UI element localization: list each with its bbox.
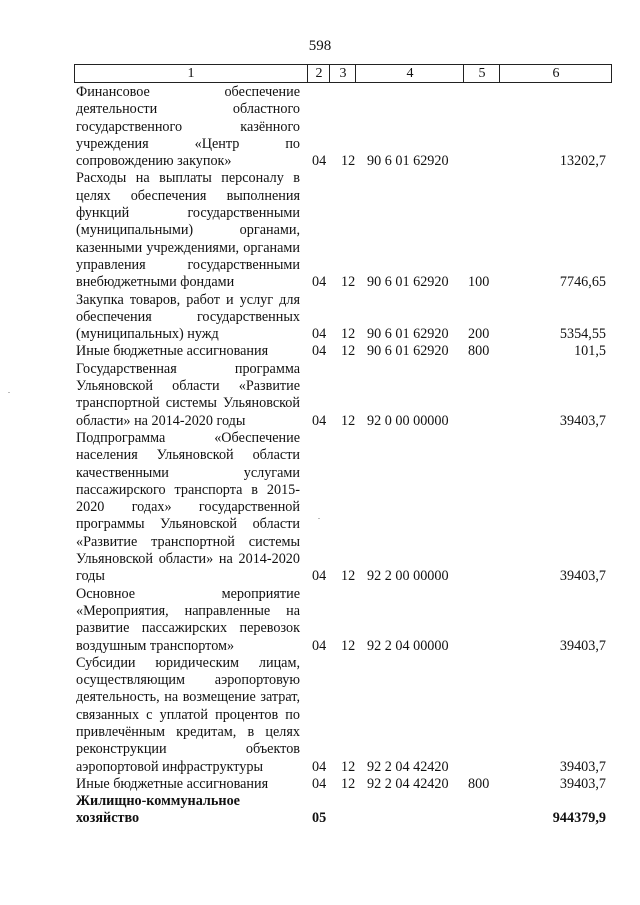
subsection-code: 12 [341, 326, 356, 343]
table-row [76, 170, 612, 291]
target-article-code: 92 2 04 42420 [367, 775, 449, 792]
section-code: 04 [312, 775, 327, 792]
target-article-code: 92 2 00 00000 [367, 568, 449, 585]
row-amount: 5354,55 [559, 326, 606, 343]
section-code: 04 [312, 326, 327, 343]
table-row [76, 586, 612, 655]
row-description: Основное мероприятие «Мероприятия, направленные на развитие пассажирских перевозок воздушным транспортом» [76, 585, 300, 654]
row-amount: 7746,65 [559, 274, 606, 291]
subsection-code: 12 [341, 153, 356, 170]
subsection-code: 12 [341, 274, 356, 291]
row-description: Иные бюджетные ассигнования [76, 343, 269, 360]
row-description: Иные бюджетные ассигнования [76, 775, 269, 792]
row-description: Расходы на выплаты персоналу в целях обеспечения выполнения функций государственными (муниципальными) органами, казенными учреждениями, органами управления государственными внебюджетными фондами [76, 170, 300, 291]
table-row-section-total [76, 793, 612, 828]
section-code: 04 [312, 343, 327, 360]
subsection-code: 12 [341, 758, 356, 775]
section-code: 04 [312, 568, 327, 585]
table-row [76, 343, 612, 360]
page-number: 598 [308, 38, 332, 54]
table-row [76, 776, 612, 793]
section-code: 05 [312, 810, 327, 827]
header-col-5: 5 [463, 65, 500, 82]
subsection-code: 12 [341, 637, 356, 654]
target-article-code: 90 6 01 62920 [367, 326, 449, 343]
row-amount: 39403,7 [559, 412, 606, 429]
row-description: Финансовое обеспечение деятельности областного государственного казённого учреждения «Центр по сопровождению закупок» [76, 84, 300, 170]
target-article-code: 92 2 04 00000 [367, 637, 449, 654]
section-code: 04 [312, 153, 327, 170]
target-article-code: 90 6 01 62920 [367, 274, 449, 291]
header-col-2: 2 [307, 65, 330, 82]
row-description: Закупка товаров, работ и услуг для обеспечения государственных (муниципальных) нужд [76, 291, 300, 343]
subsection-code: 12 [341, 343, 356, 360]
row-amount: 39403,7 [559, 758, 606, 775]
header-col-3: 3 [329, 65, 356, 82]
row-description: Жилищно-коммунальное хозяйство [76, 793, 240, 827]
row-amount: 101,5 [574, 343, 606, 360]
expense-type-code: 200 [468, 326, 490, 343]
table-body [76, 84, 612, 828]
table-row [76, 292, 612, 344]
row-description: Субсидии юридическим лицам, осуществляющим аэропортовую деятельность, на возмещение затрат, связанных с уплатой процентов по привлечённым кредитам, в целях реконструкции объектов аэропортовой инфраструктуры [76, 654, 300, 775]
target-article-code: 90 6 01 62920 [367, 153, 449, 170]
row-description: Подпрограмма «Обеспечение населения Ульяновской области качественными услугами пассажирского транспорта в 2015-2020 годах» государственной программы Ульяновской области «Развитие транспортной системы Ульяновской области» на 2014-2020 годы [76, 429, 300, 585]
subsection-code: 12 [341, 568, 356, 585]
row-description: Государственная программа Ульяновской области «Развитие транспортной системы Ульяновской области» на 2014-2020 годы [76, 360, 300, 429]
row-amount: 39403,7 [559, 568, 606, 585]
table-row [76, 361, 612, 430]
section-code: 04 [312, 274, 327, 291]
table-row [76, 430, 612, 586]
target-article-code: 92 2 04 42420 [367, 758, 449, 775]
table-header [74, 64, 612, 83]
scan-speck [318, 518, 320, 519]
section-code: 04 [312, 758, 327, 775]
header-col-4: 4 [355, 65, 464, 82]
header-col-6: 6 [499, 65, 612, 82]
section-code: 04 [312, 412, 327, 429]
table-row [76, 84, 612, 170]
row-amount: 39403,7 [559, 637, 606, 654]
subsection-code: 12 [341, 412, 356, 429]
header-col-1: 1 [187, 66, 195, 81]
target-article-code: 90 6 01 62920 [367, 343, 449, 360]
table-row [76, 655, 612, 776]
section-code: 04 [312, 637, 327, 654]
row-amount: 13202,7 [559, 153, 606, 170]
expense-type-code: 800 [468, 775, 490, 792]
scan-speck [8, 392, 10, 393]
expense-type-code: 100 [468, 274, 490, 291]
row-amount: 944379,9 [552, 810, 606, 827]
row-amount: 39403,7 [559, 775, 606, 792]
expense-type-code: 800 [468, 343, 490, 360]
subsection-code: 12 [341, 775, 356, 792]
target-article-code: 92 0 00 00000 [367, 412, 449, 429]
